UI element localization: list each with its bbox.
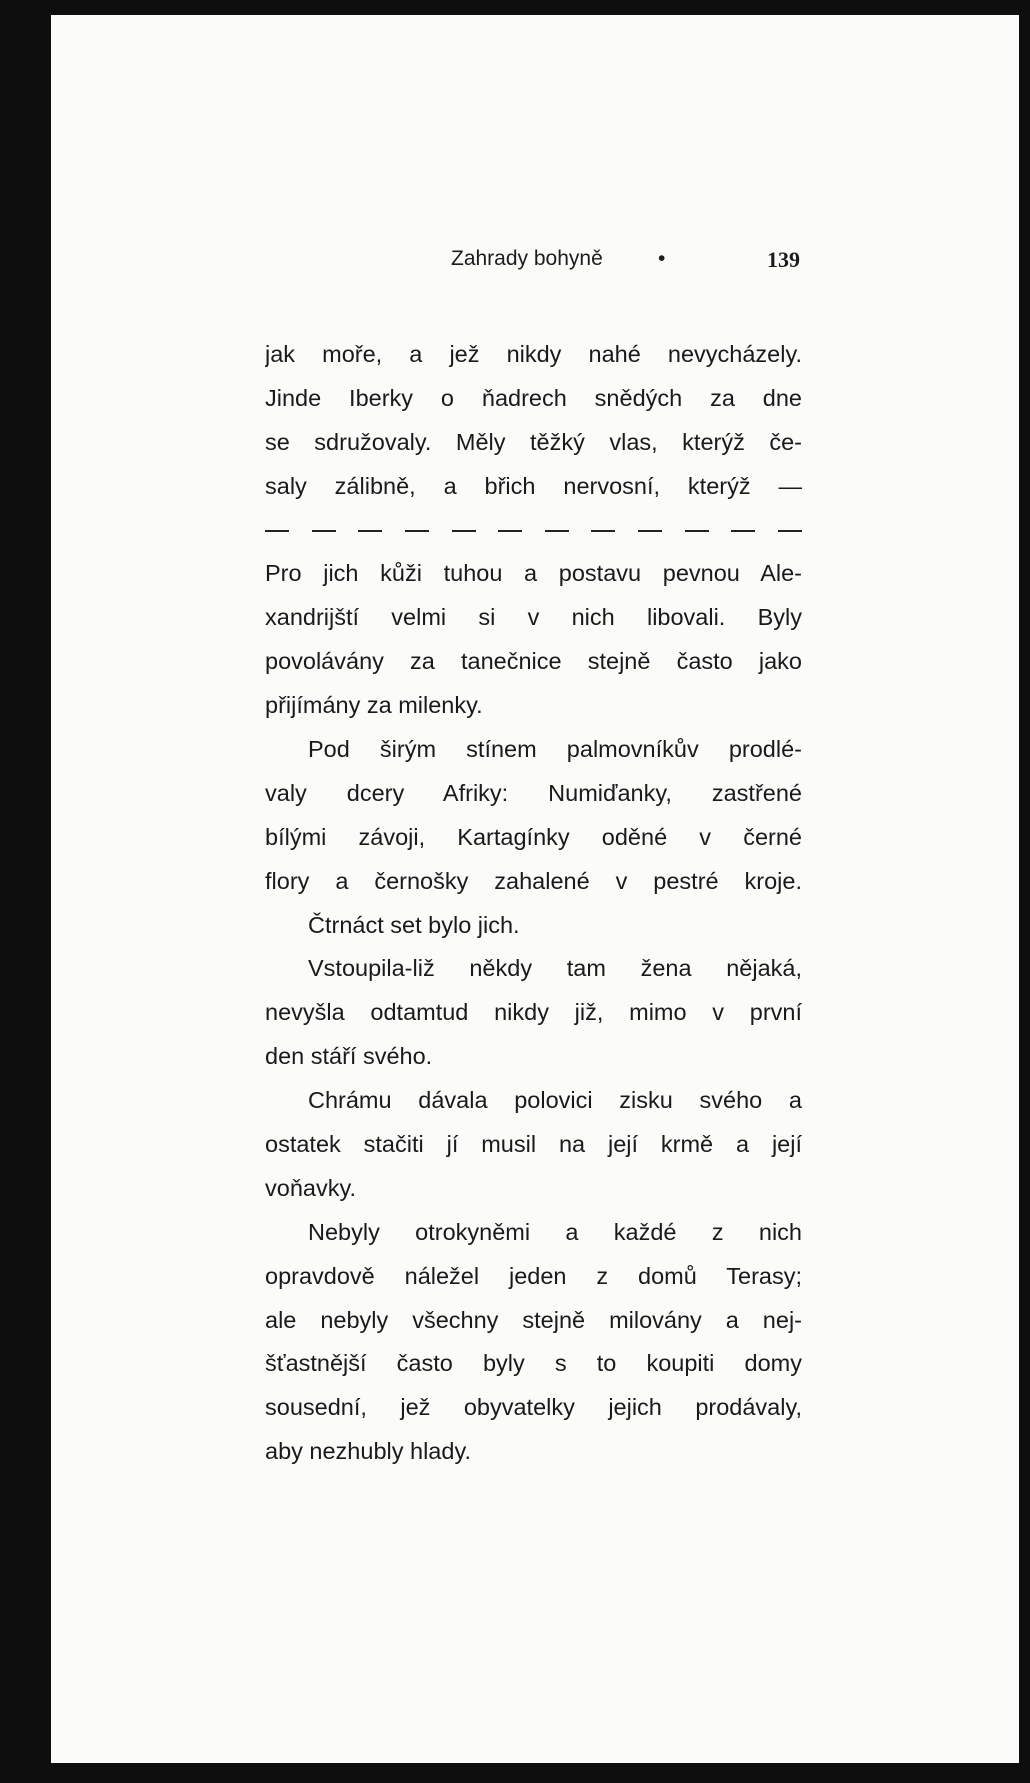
text-line: Jinde Iberky o ňadrech snědých za dne [265, 384, 802, 411]
text-line: Pod širým stínem palmovníkův prodlé- [308, 736, 802, 763]
binding-mark [37, 1337, 47, 1353]
paragraph [265, 728, 802, 904]
dash [405, 530, 429, 532]
dash [685, 530, 709, 532]
dash [591, 530, 615, 532]
text-line: xandrijští velmi si v nich libovali. Byly [265, 604, 802, 631]
dash [731, 530, 755, 532]
paragraph [265, 1211, 802, 1474]
paragraph [265, 1079, 802, 1211]
text-line: valy dcery Afriky: Numiďanky, zastřené [265, 779, 802, 806]
text-line: opravdově náležel jeden z domů Terasy; [265, 1262, 802, 1289]
text-line: sousední, jež obyvatelky jejich prodávaly, [265, 1394, 802, 1421]
dash [778, 530, 802, 532]
text-line: aby nezhubly hlady. [265, 1438, 471, 1465]
paragraph [265, 552, 802, 728]
dash [545, 530, 569, 532]
text-line: nevyšla odtamtud nikdy již, mimo v první [265, 999, 802, 1026]
paragraph [265, 904, 802, 948]
text-line: voňavky. [265, 1174, 356, 1201]
dash [498, 530, 522, 532]
text-line: ale nebyly všechny stejně milovány a nej- [265, 1306, 802, 1333]
book-page [51, 15, 1019, 1763]
text-line: flory a černošky zahalené v pestré kroje. [265, 867, 802, 894]
text-line: Vstoupila-liž někdy tam žena nějaká, [308, 955, 802, 982]
dash [265, 530, 289, 532]
header-separator: • [658, 247, 666, 270]
page-number: 139 [767, 247, 800, 272]
dash [452, 530, 476, 532]
text-line: Chrámu dávala polovici zisku svého a [308, 1087, 802, 1114]
binding-mark [37, 1665, 47, 1679]
binding-mark [40, 135, 46, 149]
text-line: přijímány za milenky. [265, 692, 483, 719]
text-line: Pro jich kůži tuhou a postavu pevnou Ale- [265, 560, 802, 587]
paragraph [265, 333, 802, 509]
binding-mark [37, 890, 47, 904]
running-header [51, 247, 1019, 287]
paragraph [265, 947, 802, 1079]
dash [358, 530, 382, 532]
text-line: Nebyly otrokyněmi a každé z nich [308, 1218, 802, 1245]
binding-mark [37, 420, 47, 436]
text-line: Čtrnáct set bylo jich. [308, 911, 520, 938]
text-line: povolávány za tanečnice stejně často jako [265, 648, 802, 675]
omission-dash-line [265, 509, 802, 553]
text-line: šťastnější často byly s to koupiti domy [265, 1350, 802, 1377]
text-line: jak moře, a jež nikdy nahé nevycházely. [265, 341, 802, 367]
text-line: ostatek stačiti jí musil na její krmě a její [265, 1131, 802, 1158]
dash [638, 530, 662, 532]
dash [312, 530, 336, 532]
text-line: saly zálibně, a břich nervosní, kterýž — [265, 472, 802, 499]
text-line: den stáří svého. [265, 1043, 433, 1070]
body-text [265, 333, 802, 1474]
text-line: se sdružovaly. Měly těžký vlas, kterýž če- [265, 428, 802, 455]
running-title: Zahrady bohyně [451, 247, 603, 270]
text-line: bílými závoji, Kartagínky oděné v černé [265, 823, 802, 850]
